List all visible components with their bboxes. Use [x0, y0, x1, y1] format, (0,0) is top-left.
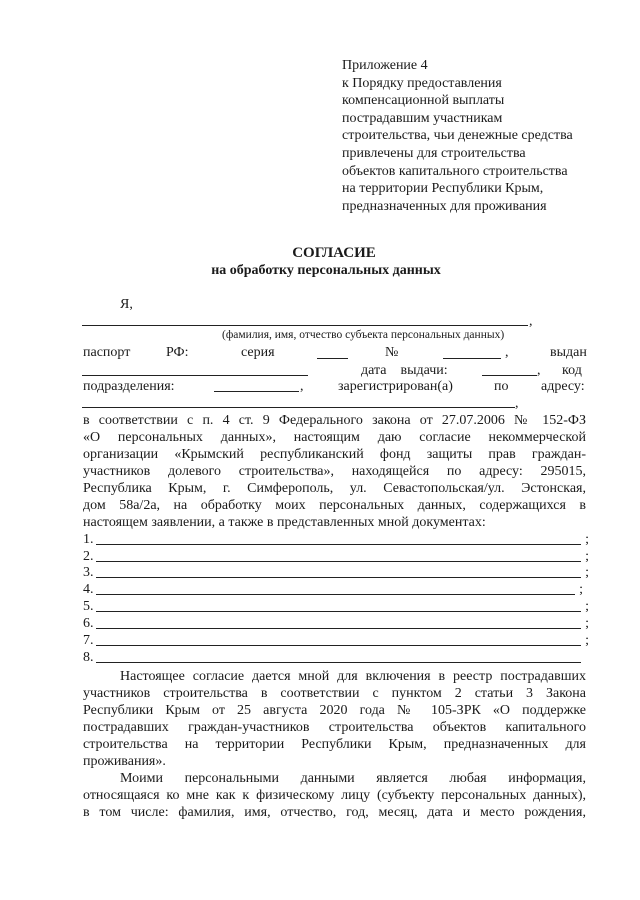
paragraph2-line: проживания». [83, 754, 166, 769]
list-number: 1. [83, 532, 94, 547]
passport-number-comma: , [505, 345, 509, 360]
list-number: 7. [83, 633, 94, 648]
rf-label: РФ: [166, 345, 189, 360]
passport-label: паспорт [83, 345, 131, 360]
list-semicolon: ; [585, 532, 589, 547]
document-subtitle: на обработку персональных данных [211, 263, 441, 278]
document-list-item[interactable] [83, 531, 589, 548]
appendix-line: привлечены для строительства [342, 145, 526, 161]
document-list-item[interactable] [83, 649, 589, 666]
document-list-item[interactable] [83, 581, 583, 598]
appendix-line: предназначенных для проживания [342, 198, 547, 214]
list-semicolon: ; [585, 549, 589, 564]
full-name-hint: (фамилия, имя, отчество субъекта персональных данных) [222, 329, 505, 341]
document-entry-line[interactable] [96, 594, 575, 595]
document-entry-line[interactable] [96, 577, 581, 578]
paragraph2-line: строительства на территории Республики Крым, предназначенных для [83, 737, 586, 752]
document-entry-line[interactable] [96, 645, 581, 646]
subdivision-comma: , [300, 379, 304, 394]
code-label: код [562, 363, 582, 378]
document-list-item[interactable] [83, 548, 589, 565]
ya-label: Я, [120, 297, 133, 312]
registered-label: зарегистрирован(а) [338, 379, 453, 394]
document-entry-line[interactable] [96, 544, 581, 545]
subdivision-label: подразделения: [83, 379, 175, 394]
list-semicolon: ; [585, 633, 589, 648]
paragraph1-line: организации «Крымский республиканский фонд защиты прав граждан- [83, 447, 586, 462]
address-field[interactable] [82, 407, 515, 408]
appendix-line: к Порядку предоставления [342, 75, 502, 91]
number-sign: № [385, 345, 399, 360]
at-label: по [494, 379, 509, 394]
paragraph2-line: пострадавших граждан-участников строительства объектов капитального [83, 720, 586, 735]
paragraph1-line: участников долевого строительства», находящейся по адресу: 295015, [83, 464, 586, 479]
series-label: серия [241, 345, 275, 360]
issued-by-field[interactable] [82, 375, 308, 376]
passport-series-field[interactable] [317, 358, 348, 359]
issue-date-label: дата выдачи: [361, 363, 448, 378]
list-number: 5. [83, 599, 94, 614]
list-number: 2. [83, 549, 94, 564]
document-list-item[interactable] [83, 615, 589, 632]
document-title: СОГЛАСИЕ [292, 245, 376, 261]
list-semicolon: ; [579, 582, 583, 597]
paragraph3-line: Моими персональными данными является любая информация, [120, 771, 586, 786]
issue-date-field[interactable] [482, 375, 537, 376]
issued-label: выдан [550, 345, 587, 360]
paragraph1-line: настоящем заявлении, а также в представленных мной документах: [83, 515, 486, 530]
document-entry-line[interactable] [96, 662, 581, 663]
list-number: 6. [83, 616, 94, 631]
document-list-item[interactable] [83, 632, 589, 649]
address-label: адресу: [541, 379, 585, 394]
paragraph1-line: дом 58а/2а, на обработку моих персональных данных, содержащихся в [83, 498, 586, 513]
appendix-line: строительства, чьи денежные средства [342, 128, 573, 144]
paragraph1-line: «О персональных данных», настоящим даю согласие некоммерческой [83, 430, 586, 445]
paragraph2-line: Республики Крым от 25 августа 2020 года № 105-ЗРК «О поддержке [83, 703, 586, 718]
paragraph1-line: в соответствии с п. 4 ст. 9 Федерального закона от 27.07.2006 № 152-ФЗ [83, 413, 586, 428]
appendix-line: компенсационной выплаты [342, 93, 505, 109]
document-entry-line[interactable] [96, 561, 581, 562]
full-name-comma: , [529, 314, 533, 329]
list-number: 8. [83, 650, 94, 665]
list-semicolon: ; [585, 616, 589, 631]
list-number: 4. [83, 582, 94, 597]
list-semicolon: ; [585, 565, 589, 580]
appendix-line: объектов капитального строительства [342, 163, 568, 179]
document-entry-line[interactable] [96, 611, 581, 612]
paragraph1-line: Республика Крым, г. Симферополь, ул. Севастопольская/ул. Эстонская, [83, 481, 586, 496]
paragraph2-line: участников строительства в соответствии с пунктом 2 статьи 3 Закона [83, 686, 586, 701]
list-semicolon: ; [585, 599, 589, 614]
appendix-line: пострадавшим участникам [342, 110, 503, 126]
issue-date-comma: , [537, 363, 541, 378]
full-name-field[interactable] [82, 325, 528, 326]
document-list-item[interactable] [83, 598, 589, 615]
paragraph3-line: относящаяся ко мне как к физическому лицу (субъекту персональных данных), [83, 788, 586, 803]
document-list-item[interactable] [83, 564, 589, 581]
appendix-header [342, 57, 602, 215]
appendix-line: на территории Республики Крым, [342, 181, 544, 197]
document-entry-line[interactable] [96, 628, 581, 629]
passport-number-field[interactable] [443, 358, 501, 359]
address-comma: , [515, 396, 519, 411]
appendix-line: Приложение 4 [342, 58, 428, 73]
paragraph2-line: Настоящее согласие дается мной для включения в реестр пострадавших [120, 669, 586, 684]
list-number: 3. [83, 565, 94, 580]
paragraph3-line: в том числе: фамилия, имя, отчество, год, месяц, дата и место рождения, [83, 805, 586, 820]
subdivision-code-field[interactable] [214, 391, 299, 392]
